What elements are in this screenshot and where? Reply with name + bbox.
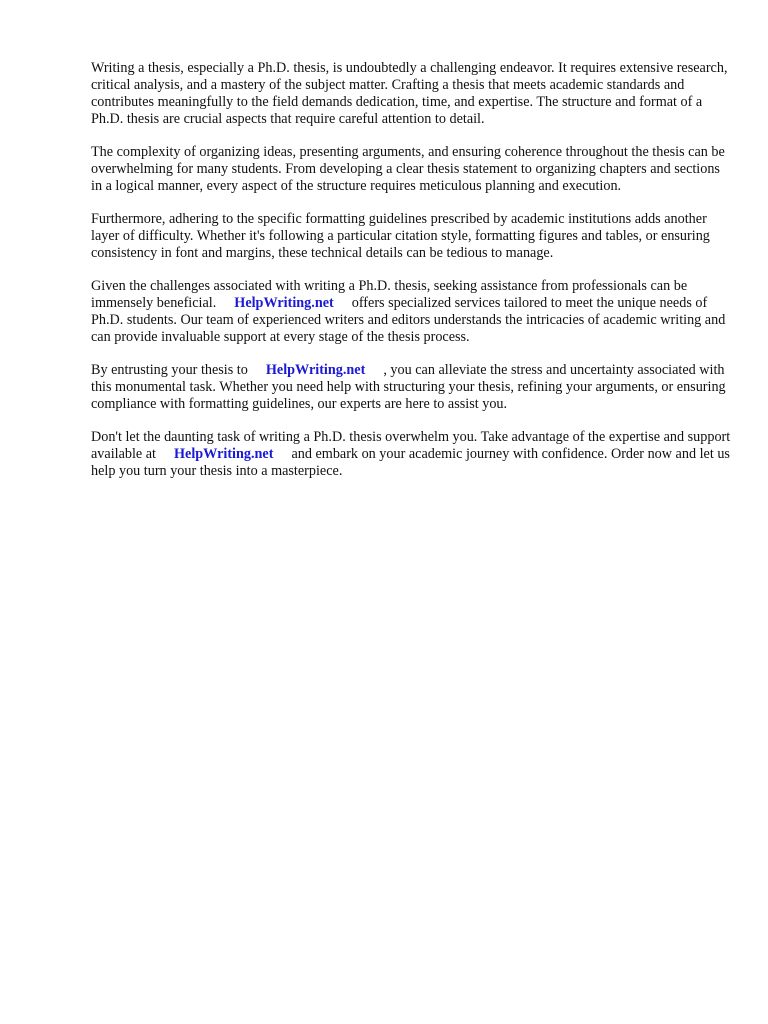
paragraph-cta-text-after: and embark on your academic journey with confidence. Order now and let us help you turn your thesis into a masterpiece. bbox=[91, 446, 730, 479]
helpwriting-link[interactable]: HelpWriting.net bbox=[174, 446, 274, 462]
paragraph-assistance-text-before: Given the challenges associated with writing a Ph.D. thesis, seeking assistance from professionals can be immensely beneficial. bbox=[91, 278, 688, 311]
paragraph-formatting: Furthermore, adhering to the specific formatting guidelines prescribed by academic institutions adds another layer of difficulty. Whether it's following a particular citation style, formatting figures and tables, or ensuring consistency in font and margins, these technical details can be tedious to manage. bbox=[91, 211, 710, 261]
document-body bbox=[91, 60, 731, 496]
paragraph-intro: Writing a thesis, especially a Ph.D. thesis, is undoubtedly a challenging endeavor. It requires extensive research, critical analysis, and a mastery of the subject matter. Crafting a thesis that meets academic standards and contributes meaningfully to the field demands dedication, time, and expertise. The structure and format of a Ph.D. thesis are crucial aspects that require careful attention to detail. bbox=[91, 60, 728, 127]
paragraph-entrusting-text-after: , you can alleviate the stress and uncertainty associated with this monumental task. Whether you need help with structuring your thesis, refining your arguments, or ensuring compliance with formatting guidelines, our experts are here to assist you. bbox=[91, 362, 726, 412]
paragraph-assistance-text-after: offers specialized services tailored to meet the unique needs of Ph.D. students. Our team of experienced writers and editors understands the intricacies of academic writing and can provide invaluable support at every stage of the thesis process. bbox=[91, 295, 726, 345]
paragraph-cta-text-before: Don't let the daunting task of writing a Ph.D. thesis overwhelm you. Take advantage of the expertise and support available at bbox=[91, 429, 731, 462]
paragraph-assistance bbox=[91, 278, 731, 346]
paragraph-complexity: The complexity of organizing ideas, presenting arguments, and ensuring coherence throughout the thesis can be overwhelming for many students. From developing a clear thesis statement to organizing chapters and sections in a logical manner, every aspect of the structure requires meticulous planning and execution. bbox=[91, 144, 725, 194]
helpwriting-link[interactable]: HelpWriting.net bbox=[265, 362, 366, 378]
paragraph-call-to-action bbox=[91, 429, 731, 480]
helpwriting-link[interactable]: HelpWriting.net bbox=[234, 295, 334, 311]
paragraph-entrusting bbox=[91, 362, 731, 413]
paragraph-entrusting-text-before: By entrusting your thesis to bbox=[91, 362, 248, 378]
